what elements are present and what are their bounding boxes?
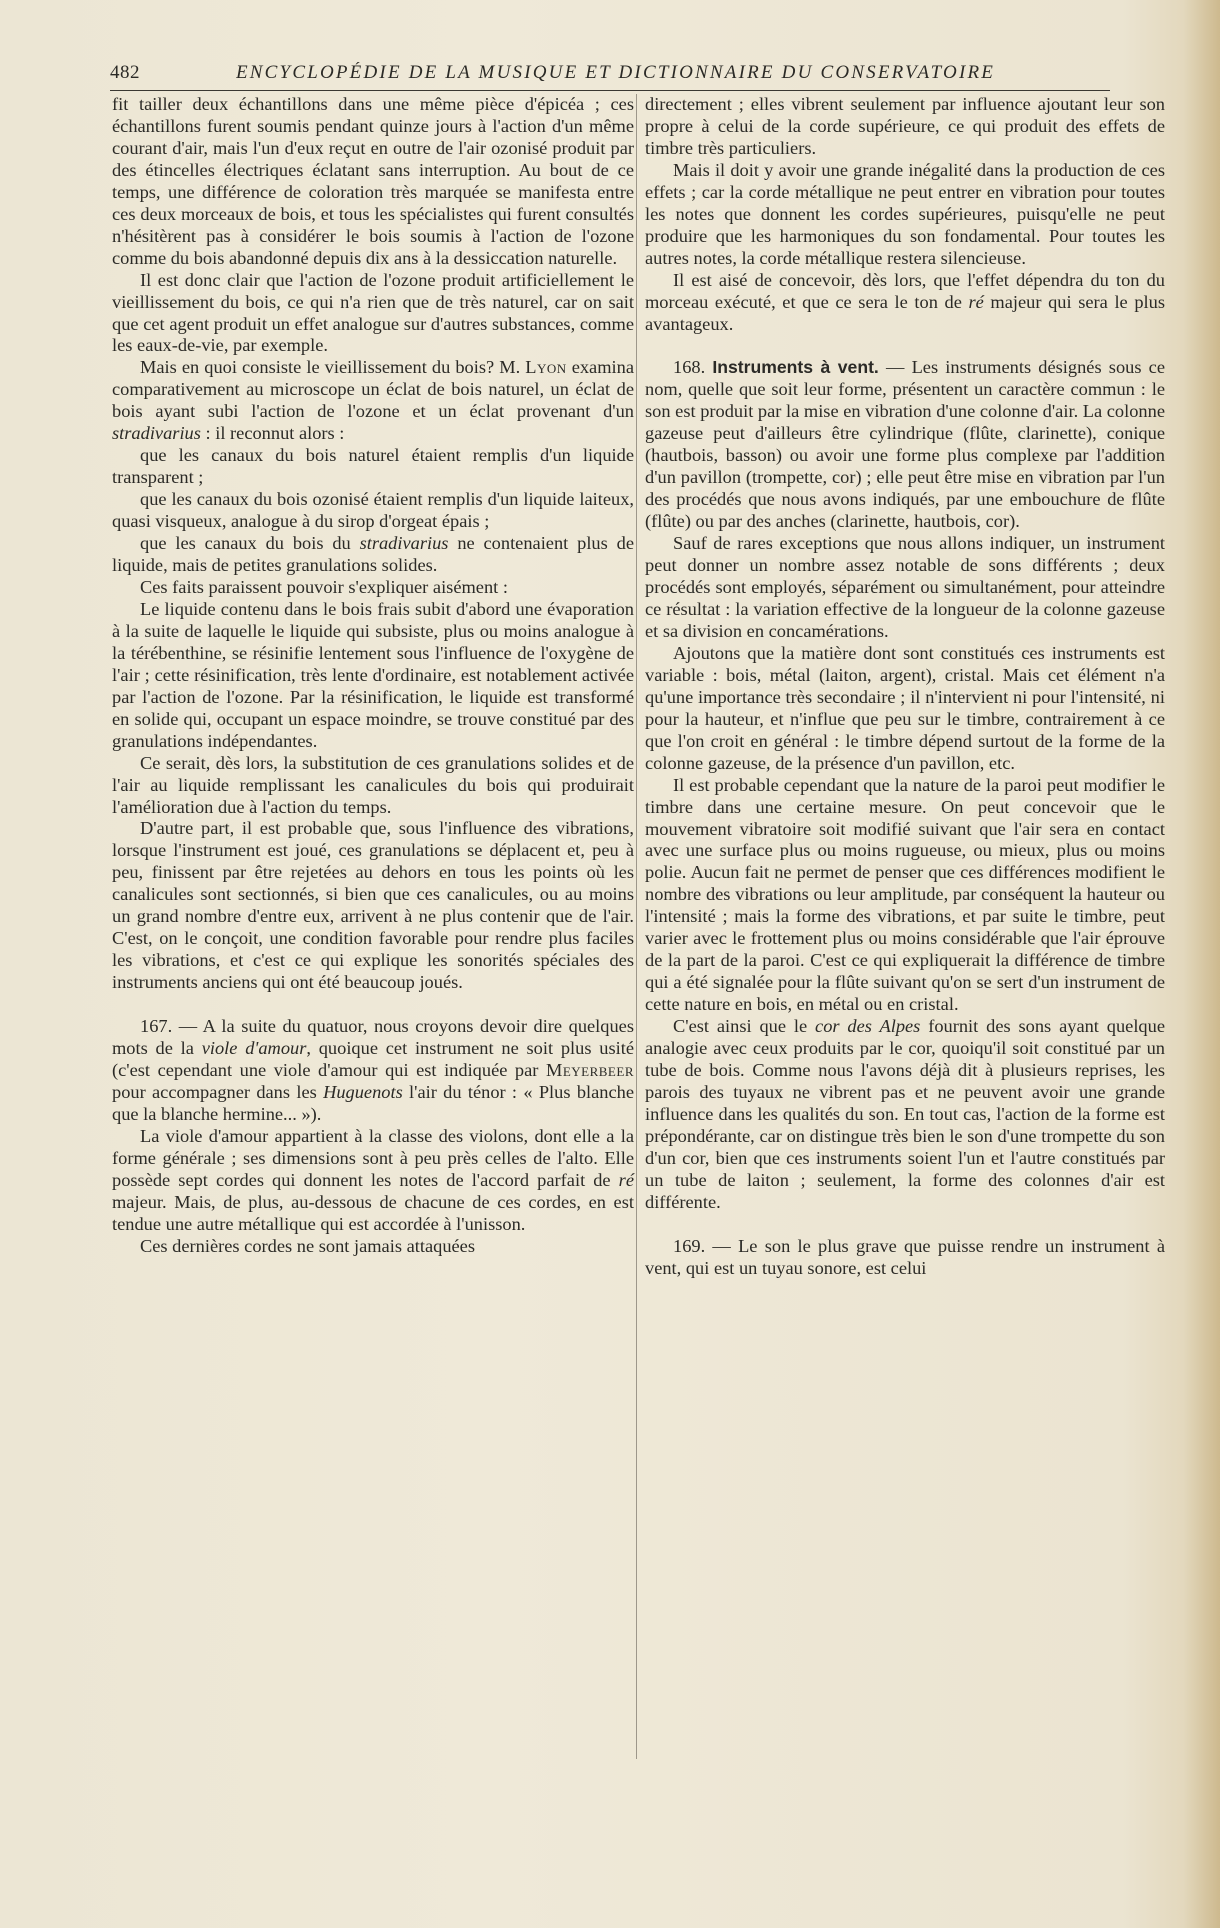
paragraph: Il est probable cependant que la nature de la paroi peut modifier le timbre dans une certaine mesure. On peut concevoir que le mouvement vibratoire soit modifié suivant que l'air sera en contact avec une surface plus ou moins rugueuse, ou mieux, plus ou moins polie. Aucun fait ne permet de penser que ces différences modifient le nombre des vibrations ou leur amplitude, par conséquent la hauteur ou l'intensité ; mais la forme des vibrations, et par suite le timbre, peut varier avec le frottement plus ou moins considérable que l'air éprouve de la part de la paroi. C'est ce qui expliquerait la différence de timbre qui a été signalée pour la flûte suivant qu'on se sert d'un instrument de cette nature en bois, en métal ou en cristal. [645,774,1165,1015]
section-168: 168. Instruments à vent. — Les instruments désignés sous ce nom, quelle que soit leur forme, présentent un caractère commun : le son est produit par la mise en vibration d'une colonne d'air. La colonne gazeuse peut d'ailleurs être cylindrique (flûte, clarinette), conique (hautbois, basson) ou avoir une forme plus complexe par l'addition d'un pavillon (trompette, cor) ; elle peut être mise en vibration par l'un des procédés que nous avons indiqués, par une embouchure de flûte (flûte) ou par des anches (clarinette, hautbois, cor). [645,357,1165,532]
section-167: 167. — A la suite du quatuor, nous croyons devoir dire quelques mots de la viole d'amour, quoique cet instrument ne soit plus usité (c'est cependant une viole d'amour qui est indiquée par Meyerbeer pour accompagner dans les Huguenots l'air du ténor : « Plus blanche que la blanche hermine... »). [112,1016,635,1124]
paragraph: Mais il doit y avoir une grande inégalité dans la production de ces effets ; car la corde métallique ne peut entrer en vibration pour toutes les notes que donnent les cordes supérieures, puisqu'elle ne peut produire que les harmoniques du son fondamental. Pour toutes les autres notes, la corde métallique restera silencieuse. [645,159,1165,268]
section-169: 169. — Le son le plus grave que puisse rendre un instrument à vent, qui est un tuyau sonore, est celui [645,1235,1165,1278]
section-title: Instruments à vent. [712,357,879,378]
italic-term: ré [968,291,984,312]
italic-term: cor des Alpes [815,1016,921,1037]
paragraph: que les canaux du bois du stradivarius ne contenaient plus de liquide, mais de petites granulations solides. [112,533,634,576]
paragraph: La viole d'amour appartient à la classe des violons, dont elle a la forme générale ; ses dimensions sont à peu près celles de l'alto. Elle possède sept cordes qui donnent les notes de l'accord parfait de ré majeur. Mais, de plus, au-dessous de chacune de ces cordes, en est tendue une autre métallique qui est accordée à l'unisson. [112,1125,634,1234]
paragraph: Sauf de rares exceptions que nous allons indiquer, un instrument peut donner un nombre assez notable de sons différents ; deux procédés sont employés, séparément ou simultanément, pour atteindre ce résultat : la variation effective de la longueur de la colonne gazeuse et sa division en concamérations. [645,533,1165,641]
left-column [112,94,634,1258]
author-name: Lyon [525,357,567,378]
paragraph: Ajoutons que la matière dont sont constitués ces instruments est variable : bois, métal (laiton, argent), cristal. Mais cet élément n'a qu'une importance très secondaire ; il n'intervient ni pour l'intensité, ni pour la hauteur, et n'influe que peu sur le timbre, contrairement à ce que l'on croit en général : le timbre dépend surtout de la forme de la colonne gazeuse, de la présence d'un pavillon, etc. [645,642,1165,773]
italic-term: Huguenots [323,1081,403,1102]
page-header [110,60,1110,91]
running-title: ENCYCLOPÉDIE DE LA MUSIQUE ET DICTIONNAIRE DU CONSERVATOIRE [236,62,996,83]
paragraph: Mais en quoi consiste le vieillissement du bois? M. Lyon examina comparativement au microscope un éclat de bois naturel, un éclat de bois ayant subi l'action de l'ozone et un éclat provenant d'un stradivarius : il reconnut alors : [112,357,634,444]
italic-term: stradivarius [112,423,201,444]
author-name: Meyerbeer [545,1059,634,1080]
column-divider [636,94,637,1759]
paragraph: Ce serait, dès lors, la substitution de ces granulations solides et de l'air au liquide remplissant les canalicules du bois qui produirait l'amélioration due à l'action du temps. [112,752,634,817]
paragraph: C'est ainsi que le cor des Alpes fournit des sons ayant quelque analogie avec ceux produits par le cor, quoiqu'il soit constitué par un tube de bois. Comme nous l'avons déjà dit à plusieurs reprises, les parois des tuyaux ne vibrent pas et ne peuvent avoir une grande influence dans les qualités du son. En tout cas, l'action de la forme est prépondérante, car on distingue très bien le son d'une trompette du son d'un cor, bien que ces instruments soient l'un et l'autre constitués par un tube de laiton ; seulement, la forme des colonnes d'air est différente. [645,1016,1165,1212]
paragraph: que les canaux du bois naturel étaient remplis d'un liquide transparent ; [112,445,634,488]
italic-term: ré [618,1169,634,1190]
right-column [645,94,1165,1280]
paragraph: Ces dernières cordes ne sont jamais attaquées [140,1235,476,1256]
paragraph: directement ; elles vibrent seulement par influence ajoutant leur son propre à celui de la corde supérieure, ce qui produit des effets de timbre très particuliers. [645,94,1165,158]
paragraph: D'autre part, il est probable que, sous l'influence des vibrations, lorsque l'instrument est joué, ces granulations se déplacent et, peu à peu, finissent par être rejetées au dehors en tous les points où les canalicules sont sectionnés, si bien que ces canalicules, ou au moins un grand nombre d'entre eux, arrivent à ne plus contenir que de l'air. C'est, on le conçoit, une condition favorable pour rendre plus faciles les vibrations, et c'est ce qui explique les sonorités spéciales des instruments anciens qui ont été beaucoup joués. [112,818,634,993]
paragraph: Il est aisé de concevoir, dès lors, que l'effet dépendra du ton du morceau exécuté, et que ce sera le ton de ré majeur qui sera le plus avantageux. [645,269,1165,334]
paragraph: Le liquide contenu dans le bois frais subit d'abord une évaporation à la suite de laquelle le liquide qui subsiste, plus ou moins analogue à la térébenthine, se résinifie lentement sous l'influence de l'oxygène de l'air ; cette résinification, très lente d'ordinaire, est notablement activée par l'action de l'ozone. Par la résinification, le liquide est transformé en solide qui, occupant un espace moindre, se trouve constitué par des granulations indépendantes. [112,598,634,751]
paragraph: Il est donc clair que l'action de l'ozone produit artificiellement le vieillissement du bois, ce qui n'a rien que de très naturel, car on sait que cet agent produit un effet analogue sur d'autres substances, comme les eaux-de-vie, par exemple. [112,269,634,356]
paragraph: que les canaux du bois ozonisé étaient remplis d'un liquide laiteux, quasi visqueux, analogue à du sirop d'orgeat épais ; [112,489,634,532]
italic-term: stradivarius [359,533,449,554]
italic-term: viole d'amour [201,1038,307,1059]
page-number: 482 [110,62,140,83]
paragraph: fit tailler deux échantillons dans une même pièce d'épicéa ; ces échantillons furent soumis pendant quinze jours à l'action d'un même courant d'air, mais l'un d'eux reçut en outre de l'air ozonisé produit par des étincelles électriques éclatant sans interruption. Au bout de ce temps, une différence de coloration très marquée se manifesta entre ces deux morceaux de bois, et tous les spécialistes qui furent consultés n'hésitèrent pas à considérer le bois soumis à l'action de l'ozone comme du bois abandonné depuis dix ans à la dessiccation naturelle. [112,94,634,268]
paragraph: Ces faits paraissent pouvoir s'expliquer aisément : [140,576,508,597]
